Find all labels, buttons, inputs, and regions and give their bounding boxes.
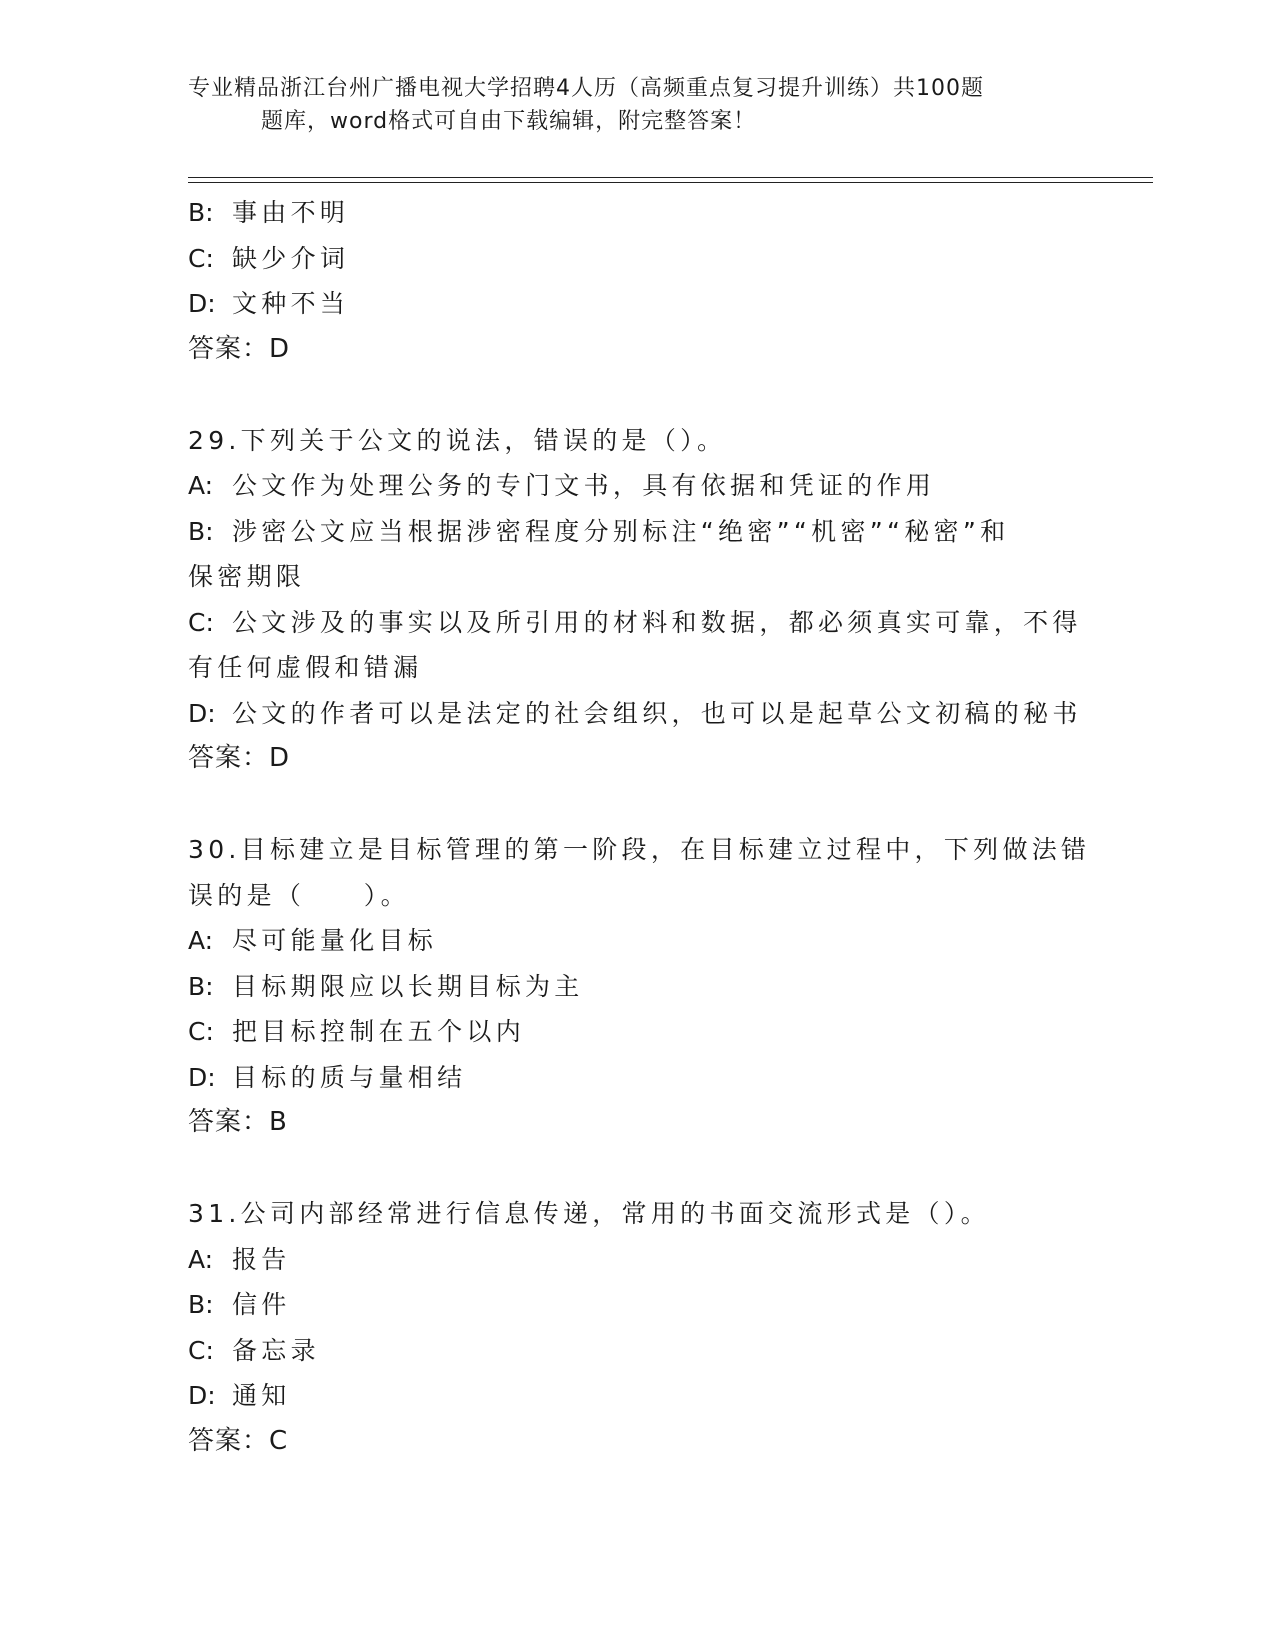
option-text: 缺少介词	[232, 243, 350, 273]
option-text: 把目标控制在五个以内	[232, 1017, 526, 1046]
option-d	[188, 1373, 1078, 1419]
answer: 答案：D	[188, 743, 291, 773]
option-text: 通知	[232, 1381, 291, 1410]
option-text: 事由不明	[232, 198, 350, 227]
option-c	[188, 236, 1078, 282]
option-d	[188, 691, 1082, 737]
header-rule-bottom	[188, 182, 1153, 183]
header-rule-top	[188, 177, 1153, 178]
answer: 答案：C	[188, 1425, 289, 1456]
option-text: 涉密公文应当根据涉密程度分别标注“绝密”“机密”“秘密”和	[232, 516, 1010, 546]
option-a	[188, 918, 1078, 964]
option-text: 备忘录	[232, 1335, 320, 1365]
question-31	[188, 1191, 1078, 1464]
option-text: 文种不当	[232, 289, 350, 318]
document-header	[188, 72, 1068, 138]
option-text: 尽可能量化目标	[232, 926, 438, 955]
option-letter: A:	[188, 1244, 214, 1274]
option-d	[188, 1055, 1078, 1101]
question-stem: 31.公司内部经常进行信息传递，常用的书面交流形式是（）。	[188, 1199, 990, 1228]
question-list	[188, 190, 1091, 1464]
question-28-tail	[188, 190, 1078, 372]
option-letter: D:	[188, 289, 216, 318]
option-letter: C:	[188, 243, 214, 273]
option-b	[188, 1282, 1078, 1328]
option-d	[188, 281, 1078, 327]
option-letter: B:	[188, 1290, 214, 1319]
option-text: 目标期限应以长期目标为主	[232, 971, 584, 1001]
option-c	[188, 1009, 1078, 1055]
answer: 答案：D	[188, 333, 291, 364]
option-text: 信件	[232, 1290, 291, 1319]
spacer	[188, 1146, 1078, 1192]
option-letter: C:	[188, 1017, 214, 1046]
option-b	[188, 964, 1078, 1010]
spacer	[188, 782, 1078, 828]
spacer	[188, 372, 1078, 418]
option-letter: B:	[188, 971, 214, 1001]
option-b	[188, 190, 1078, 236]
question-stem: 29.下列关于公文的说法，错误的是（）。	[188, 425, 727, 455]
option-letter: C:	[188, 607, 214, 637]
option-text: 报告	[232, 1244, 291, 1274]
option-a	[188, 1237, 1078, 1283]
header-title-line-2: 题库，word格式可自由下载编辑，附完整答案！	[261, 109, 757, 134]
option-letter: C:	[188, 1335, 214, 1365]
option-letter: B:	[188, 198, 214, 227]
question-stem: 30.目标建立是目标管理的第一阶段，在目标建立过程中，下列做法错	[188, 835, 1091, 864]
option-c	[188, 1328, 1078, 1374]
option-letter: D:	[188, 698, 216, 728]
option-text: 公文的作者可以是法定的社会组织，也可以是起草公文初稿的秘书	[232, 698, 1082, 728]
question-30	[188, 827, 1091, 1146]
option-b-continued: 保密期限	[188, 562, 306, 591]
option-letter: D:	[188, 1062, 216, 1092]
header-title-line-1: 专业精品浙江台州广播电视大学招聘4人历（高频重点复习提升训练）共100题	[188, 76, 984, 101]
option-letter: B:	[188, 516, 214, 546]
question-stem-continued: 误的是（ ）。	[188, 880, 410, 910]
option-text: 公文涉及的事实以及所引用的材料和数据，都必须真实可靠，不得	[232, 607, 1082, 637]
option-text: 公文作为处理公务的专门文书，具有依据和凭证的作用	[232, 471, 936, 500]
answer: 答案：B	[188, 1107, 288, 1137]
option-text: 目标的质与量相结	[232, 1062, 467, 1092]
option-c-continued: 有任何虚假和错漏	[188, 653, 423, 682]
option-c	[188, 600, 1082, 646]
option-b	[188, 509, 1078, 555]
option-letter: A:	[188, 471, 214, 500]
option-a	[188, 463, 1078, 509]
option-letter: A:	[188, 926, 214, 955]
option-letter: D:	[188, 1381, 216, 1410]
question-29	[188, 418, 1082, 782]
